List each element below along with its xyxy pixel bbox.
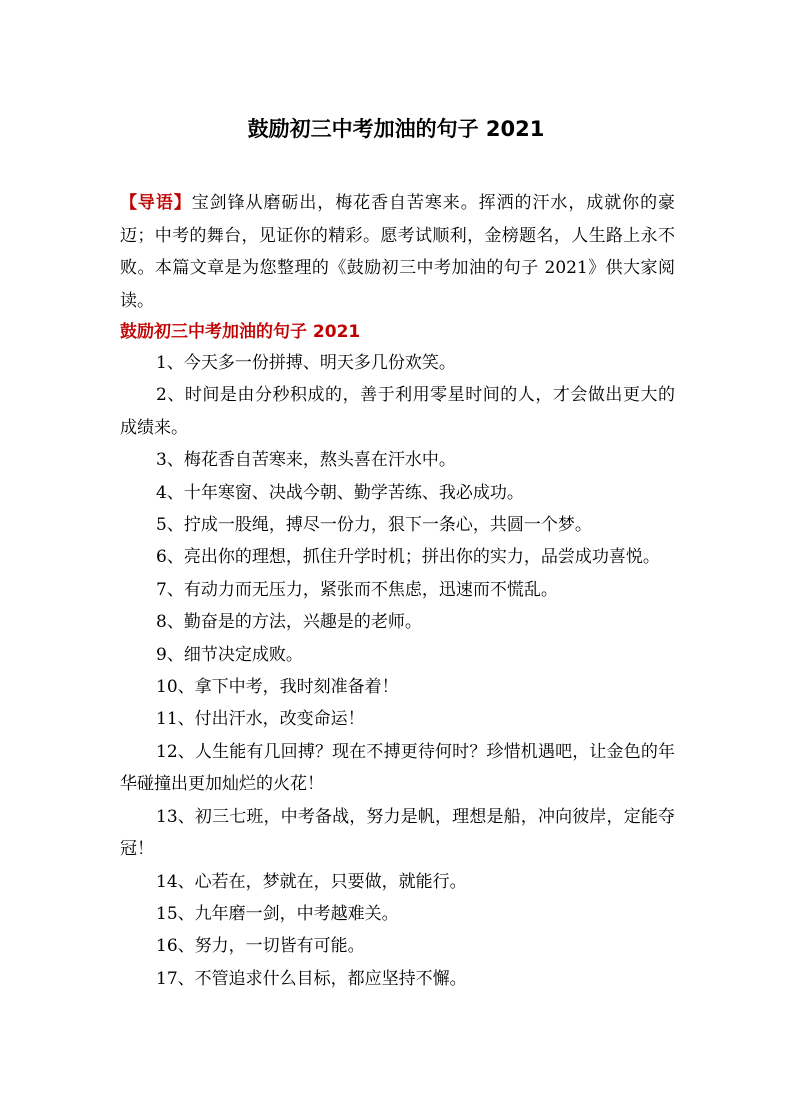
list-item: 11、付出汗水，改变命运！ bbox=[156, 709, 365, 730]
list-item: 15、九年磨一剑，中考越难关。 bbox=[156, 903, 399, 924]
list-item: 8、勤奋是的方法，兴趣是的老师。 bbox=[156, 612, 422, 633]
list-item: 17、不管追求什么目标，都应坚持不懈。 bbox=[156, 968, 467, 989]
list-item: 16、努力，一切皆有可能。 bbox=[156, 936, 365, 957]
section-heading: 鼓励初三中考加油的句子 2021 bbox=[120, 322, 361, 342]
list-item: 10、拿下中考，我时刻准备着！ bbox=[156, 677, 399, 698]
list-item: 5、拧成一股绳，搏尽一份力，狠下一条心，共圆一个梦。 bbox=[156, 515, 592, 536]
list-item: 9、细节决定成败。 bbox=[156, 644, 303, 665]
document-title: 鼓励初三中考加油的句子 2021 bbox=[247, 117, 545, 141]
intro-paragraph bbox=[120, 187, 675, 317]
list-item: 4、十年寒窗、决战今朝、勤学苦练、我必成功。 bbox=[156, 482, 524, 503]
list-item: 2、时间是由分秒积成的，善于利用零星时间的人，才会做出更大的成绩来。 bbox=[120, 385, 675, 438]
list-item: 1、今天多一份拼搏、明天多几份欢笑。 bbox=[156, 353, 456, 373]
list-item: 3、梅花香自苦寒来，熬头喜在汗水中。 bbox=[156, 450, 456, 471]
intro-text: 宝剑锋从磨砺出，梅花香自苦寒来。挥洒的汗水，成就你的豪迈；中考的舞台，见证你的精彩。愿考试顺利，金榜题名，人生路上永不败。本篇文章是为您整理的《鼓励初三中考加油的句子 2021》供大家阅读。 bbox=[120, 193, 675, 311]
sentence-list bbox=[120, 347, 675, 995]
list-item: 13、初三七班，中考备战，努力是帆，理想是船，冲向彼岸，定能夺冠！ bbox=[120, 806, 675, 860]
list-item: 14、心若在，梦就在，只要做，就能行。 bbox=[156, 871, 467, 892]
list-item: 7、有动力而无压力，紧张而不焦虑，迅速而不慌乱。 bbox=[156, 579, 558, 600]
intro-tag: 【导语】 bbox=[120, 193, 192, 213]
list-item: 12、人生能有几回搏？现在不搏更待何时？珍惜机遇吧，让金色的年华碰撞出更加灿烂的火花！ bbox=[120, 741, 675, 795]
list-item: 6、亮出你的理想，抓住升学时机；拼出你的实力，品尝成功喜悦。 bbox=[156, 547, 660, 568]
